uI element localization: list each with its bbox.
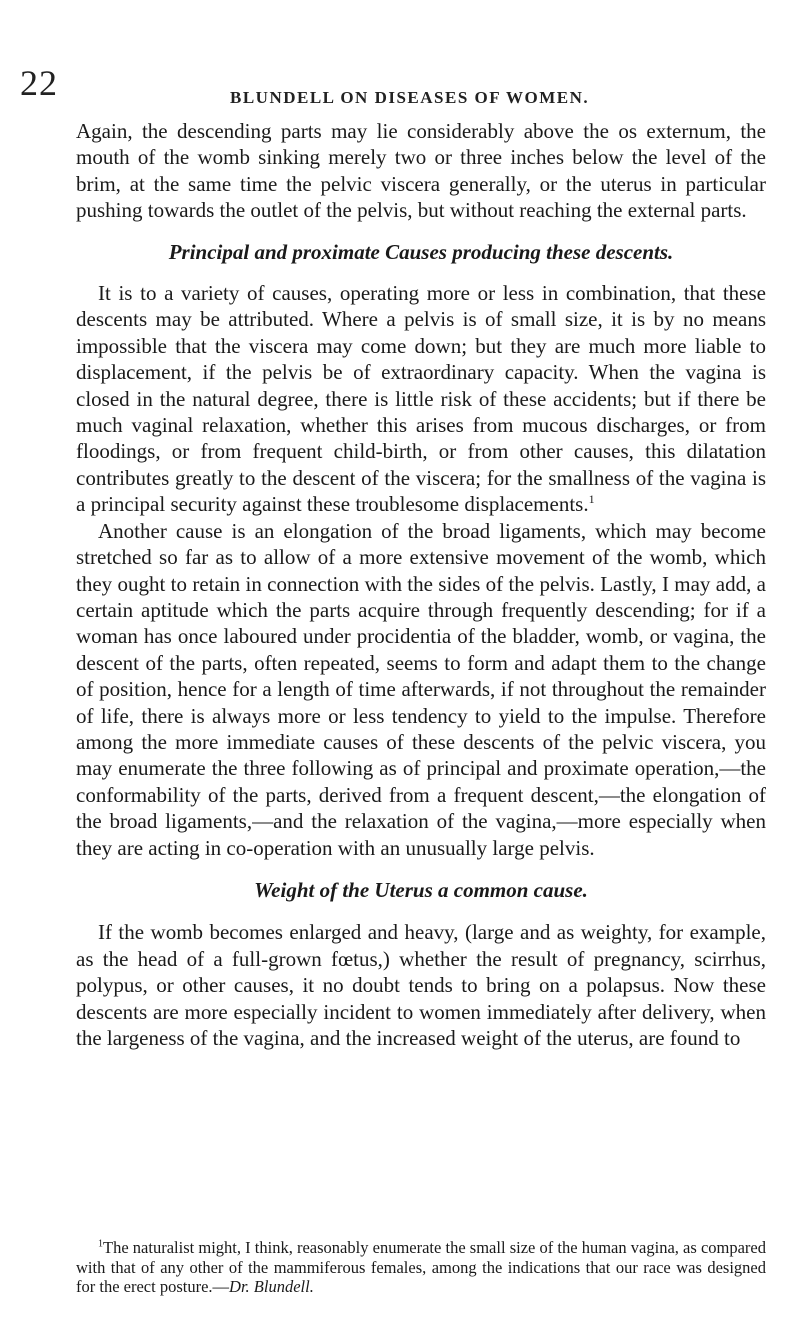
paragraph-1: Again, the descending parts may lie considerably above the os externum, the mouth of the womb sinking merely two or three inches below the level of the brim, at the same time the pelvic viscera generally, or the uterus in particular pushing towards the outlet of the pelvis, but without reaching the external parts. (76, 119, 766, 223)
running-head: BLUNDELL ON DISEASES OF WOMEN. (230, 88, 590, 107)
main-text (76, 118, 766, 1051)
footnote-signature: Dr. Blundell. (229, 1277, 314, 1296)
paragraph-4: If the womb becomes enlarged and heavy, (large and as weighty, for example, as the head of a full-grown fœtus,) whether the result of pregnancy, scirrhus, polypus, or other causes, it no doubt tends to bring on a polapsus. Now these descents are more especially incident to women immediately after delivery, when the largeness of the vagina, and the increased weight of the uterus, are found to (76, 920, 766, 1050)
section-heading-causes: Principal and proximate Causes producing these descents. (168, 239, 674, 264)
section-heading-weight: Weight of the Uterus a common cause. (254, 877, 588, 902)
page-number: 22 (20, 63, 58, 103)
footnote-reference[interactable]: 1 (588, 492, 595, 507)
paragraph-2 (76, 280, 766, 518)
footnote-text: The naturalist might, I think, reasonably enumerate the small size of the human vagina, as compared with that of any other of the mammiferous females, among the indications that our race was designed for the erect posture.— (76, 1238, 766, 1296)
paragraph-3: Another cause is an elongation of the broad ligaments, which may become stretched so far as to allow of a more extensive movement of the womb, which they ought to retain in connection with the sides of the pelvis. Lastly, I may add, a certain aptitude which the parts acquire through frequently descending; for if a woman has once laboured under procidentia of the bladder, womb, or vagina, the descent of the parts, often repeated, seems to form and adapt them to the change of position, hence for a length of time afterwards, if not throughout the remainder of life, there is always more or less tendency to yield to the impulse. Therefore among the more immediate causes of these descents of the pelvic viscera, you may enumerate the three following as of principal and proximate operation,—the conformability of the parts, derived from a frequent descent,—the elongation of the broad ligaments,—and the relaxation of the vagina,—more especially when they are acting in co-operation with an unusually large pelvis. (76, 518, 766, 860)
footnote (76, 1238, 766, 1297)
footnote-mark: 1 (98, 1238, 103, 1250)
paragraph-2-text: It is to a variety of causes, operating more or less in combination, that these descents may be attributed. Where a pelvis is of small size, it is by no means impossible that the viscera may come down; but they are much more liable to displacement, if the pelvis be of extraordinary capacity. When the vagina is closed in the natural degree, there is little risk of these accidents; but if there be much vaginal relaxation, whether this arises from mucous discharges, or from floodings, or from frequent child-birth, or from other causes, this dilatation contributes greatly to the descent of the viscera; for the smallness of the vagina is a principal security against these troublesome displacements. (76, 281, 766, 517)
